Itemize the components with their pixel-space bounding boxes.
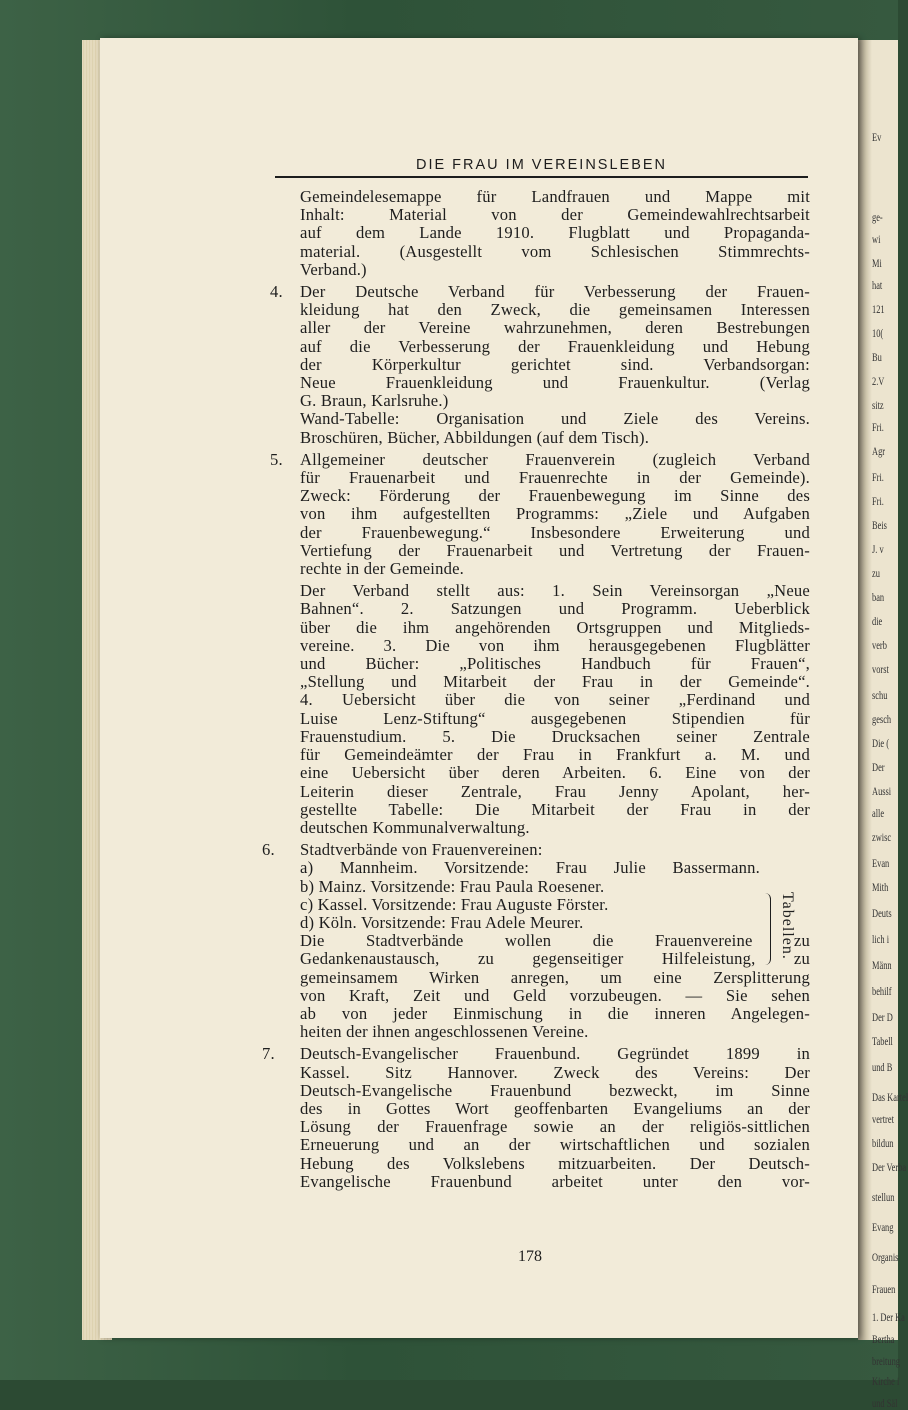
text-line: G. Braun, Karlsruhe.) [300, 391, 449, 411]
facing-page-fragment: ban [872, 590, 885, 604]
text-line: aller der Vereine wahrzunehmen, deren Bestrebungen [300, 318, 810, 338]
text-line: eine Uebersicht über deren Arbeiten. 6. Eine von der [300, 763, 810, 783]
facing-page-fragment: Deuts [872, 906, 892, 920]
facing-page-fragment: Mi [872, 256, 882, 270]
item-number: 6. [262, 840, 275, 860]
list-entry: c) Kassel. Vorsitzende: Frau Auguste Förster. [300, 894, 609, 914]
facing-page-fragment: hat [872, 278, 883, 292]
facing-page-fragment: Frauen [872, 1282, 896, 1296]
text-line: der Körperkultur gerichtet sind. Verbandsorgan: [300, 354, 810, 374]
text-line: Leiterin dieser Zentrale, Frau Jenny Apolant, her- [300, 781, 810, 801]
text-line: Hebung des Volkslebens mitzuarbeiten. Der Deutsch- [300, 1153, 810, 1173]
text-line: 4. Uebersicht über die von seiner „Ferdinand und [300, 690, 810, 710]
text-line: material. (Ausgestellt vom Schlesischen Stimmrechts- [300, 241, 810, 261]
text-line: Die Stadtverbände wollen die Frauenvereine zu [300, 931, 810, 951]
header-rule [275, 176, 808, 178]
text-line: Inhalt: Material von der Gemeindewahlrechtsarbeit [300, 205, 810, 225]
facing-page-fragment: vorst [872, 662, 889, 676]
facing-page-fragment: wi [872, 232, 881, 246]
facing-page-fragment: sitz [872, 398, 884, 412]
text-line: kleidung hat den Zweck, die gemeinsamen Interessen [300, 300, 810, 320]
list-item-4 [262, 283, 810, 447]
facing-page-gutter [858, 40, 872, 1340]
text-line: Evangelische Frauenbund arbeitet unter den vor- [300, 1171, 810, 1191]
facing-page-fragment: Der D [872, 1010, 893, 1024]
facing-page-fragment: Fri. [872, 494, 884, 508]
text-line: Verband.) [300, 259, 367, 279]
facing-page-fragment: Tabell [872, 1034, 893, 1048]
facing-page-fragment: Bertha [872, 1332, 895, 1346]
text-line: Bahnen“. 2. Satzungen und Programm. Ueberblick [300, 599, 810, 619]
facing-page-fragment: zwisc [872, 830, 892, 844]
text-line: Deutsch-Evangelischer Frauenbund. Gegründet 1899 in [300, 1044, 810, 1064]
list-item-7 [262, 1045, 810, 1191]
text-line: „Stellung und Mitarbeit der Frau in der Gemeinde“. [300, 672, 810, 692]
facing-page-fragment: Der Verba [872, 1160, 907, 1174]
text-line: Allgemeiner deutscher Frauenverein (zugleich Verband [300, 449, 810, 469]
text-line: Gemeindelesemappe für Landfrauen und Mappe mit [300, 187, 810, 206]
facing-page-fragment: lich i [872, 932, 890, 946]
text-line: Gedankenaustausch, zu gegenseitiger Hilfeleistung, zu [300, 949, 810, 969]
intro-paragraph [262, 188, 810, 279]
facing-page-fragment: 121 [872, 302, 885, 316]
list-entry: d) Köln. Vorsitzende: Frau Adele Meurer. [300, 912, 584, 932]
text-line: deutschen Kommunalverwaltung. [300, 817, 530, 837]
facing-page-fragment: Evang [872, 1220, 894, 1234]
facing-page-fragment: Der [872, 760, 885, 774]
text-line: Frauenstudium. 5. Die Drucksachen seiner Zentrale [300, 726, 810, 746]
text-line: der Frauenbewegung.“ Insbesondere Erweiterung und [300, 522, 810, 542]
text-line: Lösung der Frauenfrage sowie an der religiös-sittlichen [300, 1117, 810, 1137]
facing-page-fragment: Ev [872, 130, 882, 144]
facing-page-fragment: Kirche i [872, 1374, 900, 1388]
facing-page-fragment: Das Kartel [872, 1090, 908, 1104]
text-line: vereine. 3. Die von ihm herausgegebenen Flugblätter [300, 635, 810, 655]
text-line: von ihm aufgestellten Programms: „Ziele und Aufgaben [300, 504, 810, 524]
text-line: für Frauenarbeit und Frauenrechte in der Gemeinde). [300, 468, 810, 488]
text-line: Erneuerung und an der wirtschaftlichen und sozialen [300, 1135, 810, 1155]
text-line: gemeinsamem Wirken anregen, um eine Zersplitterung [300, 967, 810, 987]
text-line: auf dem Lande 1910. Flugblatt und Propaganda- [300, 223, 810, 243]
facing-page-fragment: Aussi [872, 784, 892, 798]
text-line: Vertiefung der Frauenarbeit und Vertretung der Frauen- [300, 540, 810, 560]
list-entry: b) Mainz. Vorsitzende: Frau Paula Roesener. [300, 876, 605, 896]
item-number: 7. [262, 1044, 275, 1064]
facing-page-fragment: zu [872, 566, 880, 580]
facing-page-fragment: Die ( [872, 736, 890, 750]
facing-page-fragment: behilf [872, 984, 892, 998]
facing-page-fragment: gesch [872, 712, 892, 726]
text-line: und Bücher: „Politisches Handbuch für Frauen“, [300, 654, 810, 674]
page-number: 178 [518, 1248, 542, 1265]
text-line: Der Verband stellt aus: 1. Sein Vereinsorgan „Neue [300, 581, 810, 601]
facing-page-fragment: verb [872, 638, 887, 652]
facing-page [858, 40, 908, 1410]
text-line: auf die Verbesserung der Frauenkleidung und Hebung [300, 336, 810, 356]
item-number: 5. [270, 449, 283, 469]
item-heading: Stadtverbände von Frauenvereinen: [300, 840, 543, 860]
text-line: Zweck: Förderung der Frauenbewegung im Sinne des [300, 486, 810, 506]
facing-page-fragment: Bu [872, 350, 882, 364]
entries-list [300, 859, 760, 932]
text-line: rechte in der Gemeinde. [300, 559, 465, 579]
facing-page-fragment: alle [872, 806, 885, 820]
facing-page-fragment: Fri. [872, 420, 884, 434]
text-line: gestellte Tabelle: Die Mitarbeit der Frau in der [300, 799, 810, 819]
facing-page-fragment: 10( [872, 326, 884, 340]
text-line: über die ihm angehörenden Ortsgruppen und Mitglieds- [300, 617, 810, 637]
facing-page-fragment: Mith [872, 880, 889, 894]
running-head: DIE FRAU IM VEREINSLEBEN [415, 157, 668, 173]
facing-page-fragment: Beis [872, 518, 887, 532]
facing-page-fragment: schu [872, 688, 888, 702]
facing-page-fragment: Agr [872, 444, 886, 458]
text-line: Broschüren, Bücher, Abbildungen (auf dem Tisch). [300, 427, 650, 447]
item-number: 4. [270, 282, 283, 302]
text-line: Der Deutsche Verband für Verbesserung der Frauen- [300, 282, 810, 302]
facing-page-fragment: und B [872, 1060, 893, 1074]
facing-page-fragment: bildun [872, 1136, 894, 1150]
facing-page-fragment: 2.V [872, 374, 885, 388]
list-item-5 [262, 451, 810, 837]
page-body [262, 188, 810, 1191]
text-line: Deutsch-Evangelische Frauenbund bezweckt, im Sinne [300, 1080, 810, 1100]
text-line: Wand-Tabelle: Organisation und Ziele des Vereins. [300, 409, 810, 429]
facing-page-fragment: J. v [872, 542, 884, 556]
text-line: des in Gottes Wort geoffenbarten Evangeliums an der [300, 1098, 810, 1118]
text-line: ab von jeder Einmischung in die inneren Angelegen- [300, 1003, 810, 1023]
facing-page-fragment: Männ [872, 958, 892, 972]
text-line: Neue Frauenkleidung und Frauenkultur. (Verlag [300, 373, 810, 393]
text-line: Luise Lenz-Stiftung“ ausgegebenen Stipendien für [300, 708, 810, 728]
facing-page-fragment: ge- [872, 210, 883, 224]
list-entry: a) Mannheim. Vorsitzende: Frau Julie Bassermann. [300, 858, 760, 878]
facing-page-fragment: und Säl [872, 1396, 898, 1410]
facing-page-fragment: 1. Der Ka [872, 1310, 905, 1324]
text-line: für Gemeindeämter der Frau in Frankfurt a. M. und [300, 745, 810, 765]
facing-page-fragment: Organis [872, 1250, 899, 1264]
facing-page-fragment: die [872, 614, 883, 628]
facing-page-fragment: Fri. [872, 470, 884, 484]
list-item-6 [262, 841, 810, 1041]
facing-page-fragment: breitung [872, 1354, 900, 1368]
facing-page-fragment: Evan [872, 856, 890, 870]
facing-page-fragment: vertret [872, 1112, 894, 1126]
facing-page-fragment: stellun [872, 1190, 895, 1204]
side-note: Tabellen. [779, 892, 796, 960]
text-line: heiten der ihnen angeschlossenen Vereine. [300, 1022, 589, 1042]
brace [764, 893, 771, 965]
text-line: Kassel. Sitz Hannover. Zweck des Vereins: Der [300, 1062, 810, 1082]
text-line: von Kraft, Zeit und Geld vorzubeugen. — Sie sehen [300, 985, 810, 1005]
